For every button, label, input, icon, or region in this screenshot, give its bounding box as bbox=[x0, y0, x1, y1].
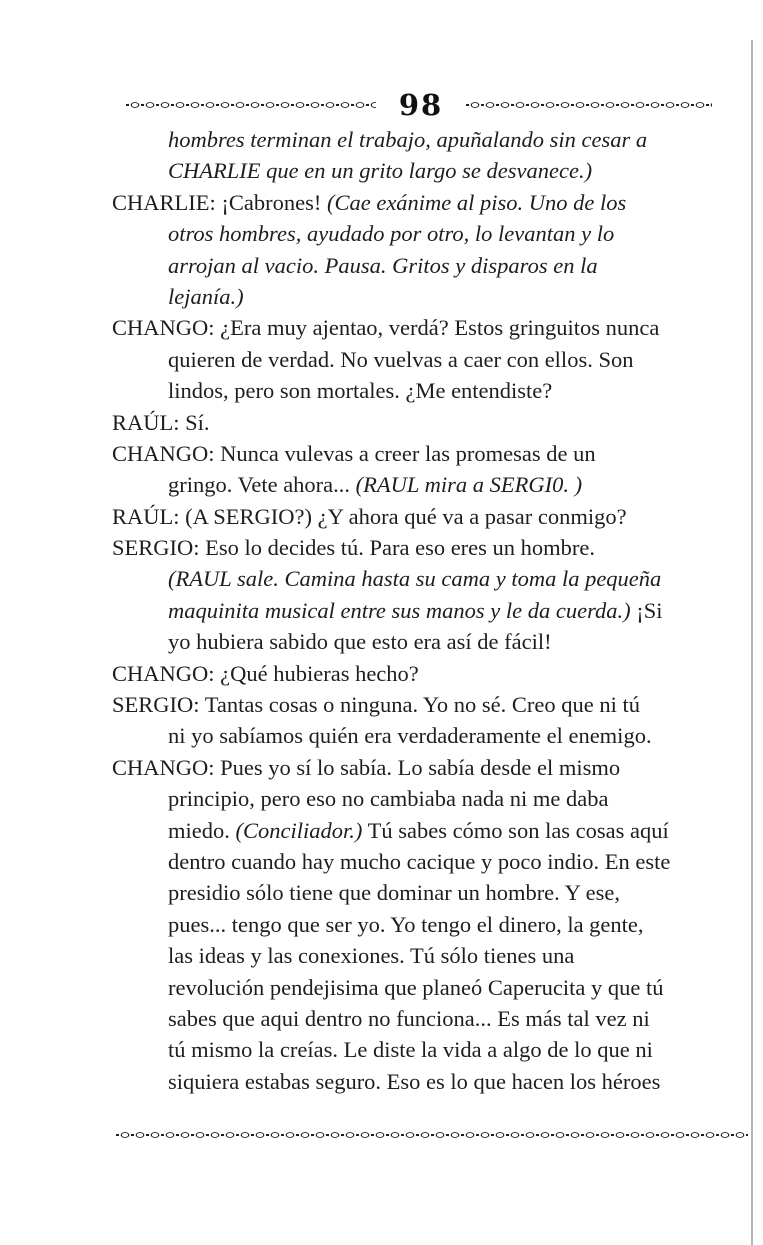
text-line bbox=[112, 720, 722, 751]
dialogue-text: SERGIO: Eso lo decides tú. Para eso eres un hombre. bbox=[112, 535, 596, 561]
text-line bbox=[112, 846, 722, 877]
dialogue-text: dentro cuando hay mucho cacique y poco indio. En este bbox=[168, 848, 671, 874]
text-line bbox=[112, 250, 722, 281]
dialogue-text: miedo. bbox=[168, 817, 236, 843]
text-line bbox=[112, 940, 722, 971]
dialogue-text: principio, pero eso no cambiaba nada ni me daba bbox=[168, 786, 609, 812]
stage-direction-text: maquinita musical entre sus manos y le da cuerda.) bbox=[168, 597, 631, 623]
dialogue-text: presidio sólo tiene que dominar un hombre. Y ese, bbox=[168, 880, 620, 906]
dialogue-text: las ideas y las conexiones. Tú sólo tienes una bbox=[168, 943, 575, 969]
dialogue-text: revolución pendejisima que planeó Caperucita y que tú bbox=[168, 974, 664, 1000]
text-line bbox=[112, 815, 722, 846]
stage-direction-text: (Conciliador.) bbox=[235, 817, 363, 843]
dialogue-text: quieren de verdad. No vuelvas a caer con ellos. Son bbox=[168, 346, 634, 372]
text-line bbox=[112, 563, 722, 594]
text-line bbox=[112, 783, 722, 814]
dialogue-text: CHARLIE: ¡Cabrones! bbox=[112, 189, 327, 215]
dialogue-text: pues... tengo que ser yo. Yo tengo el dinero, la gente, bbox=[168, 911, 644, 937]
text-line bbox=[112, 375, 722, 406]
page-edge-line bbox=[751, 40, 753, 1245]
text-line bbox=[112, 501, 722, 532]
text-line bbox=[112, 344, 722, 375]
dialogue-text: sabes que aqui dentro no funciona... Es más tal vez ni bbox=[168, 1005, 650, 1031]
stage-direction-text: otros hombres, ayudado por otro, lo levantan y lo bbox=[168, 221, 615, 247]
dialogue-text: SERGIO: Tantas cosas o ninguna. Yo no sé. Creo que ni tú bbox=[112, 692, 640, 718]
text-line bbox=[112, 281, 722, 312]
text-line bbox=[112, 155, 722, 186]
text-line bbox=[112, 1066, 722, 1097]
text-line bbox=[112, 689, 722, 720]
page-header bbox=[126, 88, 712, 122]
chain-ornament-left bbox=[126, 104, 376, 106]
text-line bbox=[112, 1034, 722, 1065]
stage-direction-text: (RAUL sale. Camina hasta su cama y toma la pequeña bbox=[168, 566, 662, 592]
text-line bbox=[112, 312, 722, 343]
text-line bbox=[112, 407, 722, 438]
dialogue-text: ni yo sabíamos quién era verdaderamente el enemigo. bbox=[168, 723, 652, 749]
text-line bbox=[112, 1003, 722, 1034]
dialogue-text: lindos, pero son mortales. ¿Me entendiste? bbox=[168, 378, 553, 404]
dialogue-text: ¡Si bbox=[630, 597, 663, 623]
text-line bbox=[112, 124, 722, 155]
page-footer bbox=[116, 1130, 748, 1142]
page-number: 98 bbox=[398, 88, 444, 122]
stage-direction-text: lejanía.) bbox=[168, 283, 244, 309]
text-line bbox=[112, 752, 722, 783]
text-line bbox=[112, 438, 722, 469]
text-line bbox=[112, 187, 722, 218]
text-line bbox=[112, 972, 722, 1003]
dialogue-text: CHANGO: ¿Era muy ajentao, verdá? Estos gringuitos nunca bbox=[112, 315, 660, 341]
stage-direction-text: arrojan al vacio. Pausa. Gritos y disparos en la bbox=[168, 252, 598, 278]
stage-direction-text: hombres terminan el trabajo, apuñalando sin cesar a bbox=[168, 127, 648, 152]
stage-direction-text: (Cae exánime al piso. Uno de los bbox=[326, 189, 627, 215]
dialogue-text: CHANGO: Nunca vulevas a creer las promesas de un bbox=[112, 440, 596, 466]
dialogue-text: yo hubiera sabido que esto era así de fácil! bbox=[168, 629, 552, 655]
dialogue-text: CHANGO: Pues yo sí lo sabía. Lo sabía desde el mismo bbox=[112, 754, 621, 780]
dialogue-text: Tú sabes cómo son las cosas aquí bbox=[362, 817, 669, 843]
text-line bbox=[112, 218, 722, 249]
dialogue-text: RAÚL: (A SERGIO?) ¿Y ahora qué va a pasar conmigo? bbox=[112, 503, 627, 529]
stage-direction-text: (RAUL mira a SERGI0. ) bbox=[355, 472, 583, 498]
text-line bbox=[112, 469, 722, 500]
text-line bbox=[112, 877, 722, 908]
dialogue-text: gringo. Vete ahora... bbox=[168, 472, 356, 498]
text-line bbox=[112, 658, 722, 689]
stage-direction-text: CHARLIE que en un grito largo se desvanece.) bbox=[168, 158, 593, 184]
dialogue-text: siquiera estabas seguro. Eso es lo que hacen los héroes bbox=[168, 1068, 661, 1094]
text-line bbox=[112, 532, 722, 563]
dialogue-text: CHANGO: ¿Qué hubieras hecho? bbox=[112, 660, 419, 686]
chain-ornament-footer bbox=[116, 1134, 748, 1136]
text-line bbox=[112, 626, 722, 657]
chain-ornament-right bbox=[466, 104, 712, 106]
dialogue-text: RAÚL: Sí. bbox=[112, 409, 210, 435]
play-text-body bbox=[112, 124, 722, 1097]
text-line bbox=[112, 595, 722, 626]
text-line bbox=[112, 909, 722, 940]
dialogue-text: tú mismo la creías. Le diste la vida a algo de lo que ni bbox=[168, 1037, 653, 1063]
